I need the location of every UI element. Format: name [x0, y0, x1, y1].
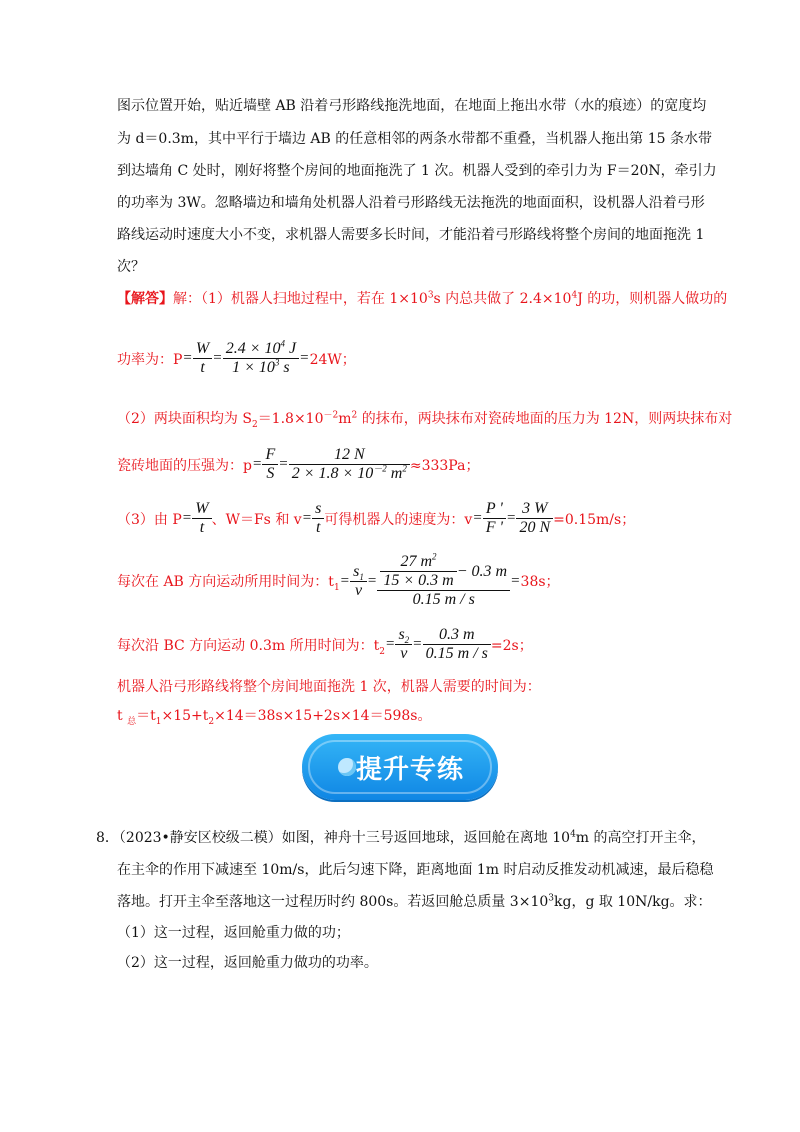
num-text: s — [353, 562, 360, 580]
answer-tag: 【解答】 — [117, 291, 173, 307]
numerator — [223, 340, 299, 358]
exponent: 4 — [280, 338, 285, 349]
equals-sign: = — [473, 510, 482, 526]
exponent: 4 — [570, 829, 576, 840]
numerator: 0.3 m — [438, 626, 475, 643]
denominator: 0.15 m / s — [423, 644, 491, 663]
denominator: 0.15 m / s — [377, 590, 510, 609]
den-text: 2 × 1.8 × 10 — [291, 465, 374, 482]
fraction — [223, 340, 299, 377]
equals-sign: = — [340, 572, 350, 589]
subscript: 1 — [155, 716, 162, 727]
denominator: t — [192, 518, 211, 537]
answer-intro-text: 解：（1）机器人扫地过程中，若在 1×10 — [173, 291, 428, 307]
section-badge — [302, 734, 498, 800]
t1-label-text: 每次在 AB 方向运动所用时间为：t — [117, 574, 334, 590]
problem8-text: m 的高空打开主伞， — [575, 830, 706, 846]
equals-sign: = — [252, 456, 262, 472]
total-eq-b: ＝t — [136, 708, 156, 724]
subscript: 1 — [359, 571, 364, 582]
equals-sign: = — [182, 510, 192, 526]
exponent: －2 — [323, 410, 339, 421]
subscript: 1 — [333, 582, 340, 593]
fraction — [395, 626, 412, 663]
exponent: 3 — [427, 290, 434, 301]
denominator: v — [395, 644, 412, 663]
problem8-line2: 在主伞的作用下减速至 10m/s，此后匀速下降，距离地面 1m 时启动反推发动机减速，最后稳稳 — [117, 862, 714, 878]
exponent: 2 — [432, 551, 437, 562]
equals-sign: = — [302, 510, 312, 526]
denominator: t — [193, 358, 212, 377]
t1-label — [117, 571, 340, 591]
fraction — [516, 500, 553, 537]
answer-intro-text: J 的功，则机器人做功的 — [577, 291, 728, 307]
total-eq-a: t — [117, 708, 128, 724]
num-text: 2.4 × 10 — [225, 340, 281, 357]
equals-sign: = — [506, 510, 516, 526]
pressure-formula — [117, 446, 479, 483]
equals-sign: = — [279, 456, 288, 472]
part2-text-b: ＝1.8×10 — [257, 411, 324, 427]
equals-sign: = — [413, 636, 422, 652]
subscript: 2 — [208, 716, 215, 727]
numerator: s — [315, 500, 322, 517]
unit: J — [284, 340, 297, 357]
bubble-icon — [338, 758, 356, 776]
denominator: v — [350, 581, 367, 600]
denominator: F ' — [483, 518, 506, 537]
subscript: 2 — [379, 646, 385, 657]
equals-sign: = — [511, 572, 520, 589]
problem8-q2: （2）这一过程，返回舱重力做功的功率。 — [117, 955, 378, 971]
num-text: s — [398, 626, 405, 643]
numerator — [395, 626, 412, 644]
problem7-line: 次？ — [117, 259, 145, 275]
part3-text-b: 、W＝Fs 和 v — [211, 511, 302, 528]
power-formula — [117, 340, 356, 377]
part2-text-a: （2）两块面积均为 S — [117, 411, 252, 427]
fraction — [483, 500, 506, 537]
exponent: 3 — [548, 893, 554, 904]
problem8-q1: （1）这一过程，返回舱重力做的功； — [117, 925, 350, 941]
denominator: t — [312, 518, 324, 537]
fraction — [423, 626, 491, 663]
problem7-line: 路线运动时速度大小不变，求机器人需要多长时间，才能沿着弓形路线将整个房间的地面拖洗 1 — [117, 227, 705, 243]
part2-text-c: m — [338, 411, 352, 427]
t1-formula — [117, 553, 560, 609]
numerator: F — [265, 446, 276, 463]
pressure-result: ≈333Pa； — [409, 457, 480, 474]
fraction — [262, 446, 278, 483]
part3-result: =0.15m/s； — [553, 511, 636, 528]
numerator — [350, 563, 367, 581]
part3-text-a: （3）由 P — [117, 511, 182, 528]
part3-text-c: 可得机器人的速度为：v — [324, 511, 473, 528]
numerator: 12 N — [333, 446, 365, 463]
problem7-line: 为 d＝0.3m，其中平行于墙边 AB 的任意相邻的两条水带都不重叠，当机器人拖出第 15 条水带 — [117, 131, 712, 147]
problem7-line: 的功率为 3W。忽略墙边和墙角处机器人沿着弓形路线无法拖洗的地面面积，设机器人沿着弓形 — [117, 195, 705, 211]
total-text: 机器人沿弓形路线将整个房间地面拖洗 1 次，机器人需要的时间为： — [117, 679, 541, 695]
exponent: 2 — [402, 463, 407, 474]
exponent: －2 — [373, 463, 387, 474]
denominator — [223, 358, 299, 377]
t2-label-text: 每次沿 BC 方向运动 0.3m 所用时间为：t — [117, 637, 380, 654]
total-eq-d: ×14＝38s×15+2s×14＝598s。 — [214, 708, 432, 724]
problem7-line: 图示位置开始，贴近墙壁 AB 沿着弓形路线拖洗地面，在地面上拖出水带（水的痕迹）的宽度均 — [117, 98, 707, 114]
numerator: W — [195, 340, 210, 357]
pressure-label: 瓷砖地面的压强为：p — [117, 457, 252, 474]
problem8-text: 落地。打开主伞至落地这一过程历时约 800s。若返回舱总质量 3×10 — [117, 894, 549, 910]
equals-sign: = — [213, 350, 222, 366]
answer-intro — [117, 289, 728, 309]
problem7-line: 到达墙角 C 处时，刚好将整个房间的地面拖洗了 1 次。机器人受到的牵引力为 F＝20N，牵引力 — [117, 163, 717, 179]
problem8-line3 — [117, 892, 712, 912]
part3-formula — [117, 500, 635, 537]
subscript: 2 — [251, 419, 258, 430]
problem8-line1 — [96, 828, 716, 848]
numerator — [380, 553, 456, 571]
fraction — [289, 446, 410, 483]
denominator: 20 N — [516, 518, 553, 537]
part2-text — [117, 409, 733, 430]
part2-text-d: 的抹布，两块抹布对瓷砖地面的压力为 12N，则两块抹布对 — [357, 411, 733, 427]
minus-term: − 0.3 m — [456, 562, 508, 580]
subscript: 总 — [127, 716, 137, 727]
total-eq-c: ×15+t — [161, 708, 209, 724]
denominator — [289, 464, 410, 483]
power-label: 功率为：P — [117, 351, 183, 368]
equals-sign: = — [300, 350, 309, 366]
fraction — [192, 500, 211, 537]
fraction — [377, 553, 510, 609]
t2-formula — [117, 626, 533, 663]
numerator: 3 W — [522, 500, 548, 517]
t2-result: =2s； — [490, 637, 533, 654]
exponent: 3 — [274, 357, 280, 368]
problem8-text: 8．（2023•静安区校级二模）如图，神舟十三号返回地球，返回舱在离地 10 — [96, 830, 571, 846]
inner-fraction — [380, 553, 456, 590]
fraction — [193, 340, 212, 377]
denominator: 15 × 0.3 m — [380, 571, 456, 590]
equals-sign: = — [385, 636, 395, 652]
numerator: W — [195, 500, 209, 517]
subscript: 2 — [404, 635, 410, 646]
unit: m — [386, 465, 403, 482]
numerator: P ' — [485, 500, 503, 517]
section-badge-label: 提升专练 — [355, 754, 464, 785]
total-equation — [117, 706, 712, 726]
equals-sign: = — [183, 350, 192, 366]
exponent: 4 — [571, 290, 578, 301]
denominator: S — [262, 464, 278, 483]
fraction — [350, 563, 367, 600]
den-text: 1 × 10 — [232, 359, 275, 376]
equals-sign: = — [367, 572, 377, 589]
power-result: 24W； — [309, 351, 356, 368]
t2-label — [117, 635, 385, 655]
unit: s — [279, 359, 290, 376]
numerator — [377, 553, 510, 590]
problem8-text: kg，g 取 10N/kg。求： — [554, 894, 712, 910]
answer-intro-text: s 内总共做了 2.4×10 — [433, 291, 572, 307]
num-text: 27 m — [400, 553, 433, 570]
fraction — [312, 500, 324, 537]
t1-result: 38s； — [520, 574, 560, 590]
exponent: 2 — [351, 410, 358, 421]
